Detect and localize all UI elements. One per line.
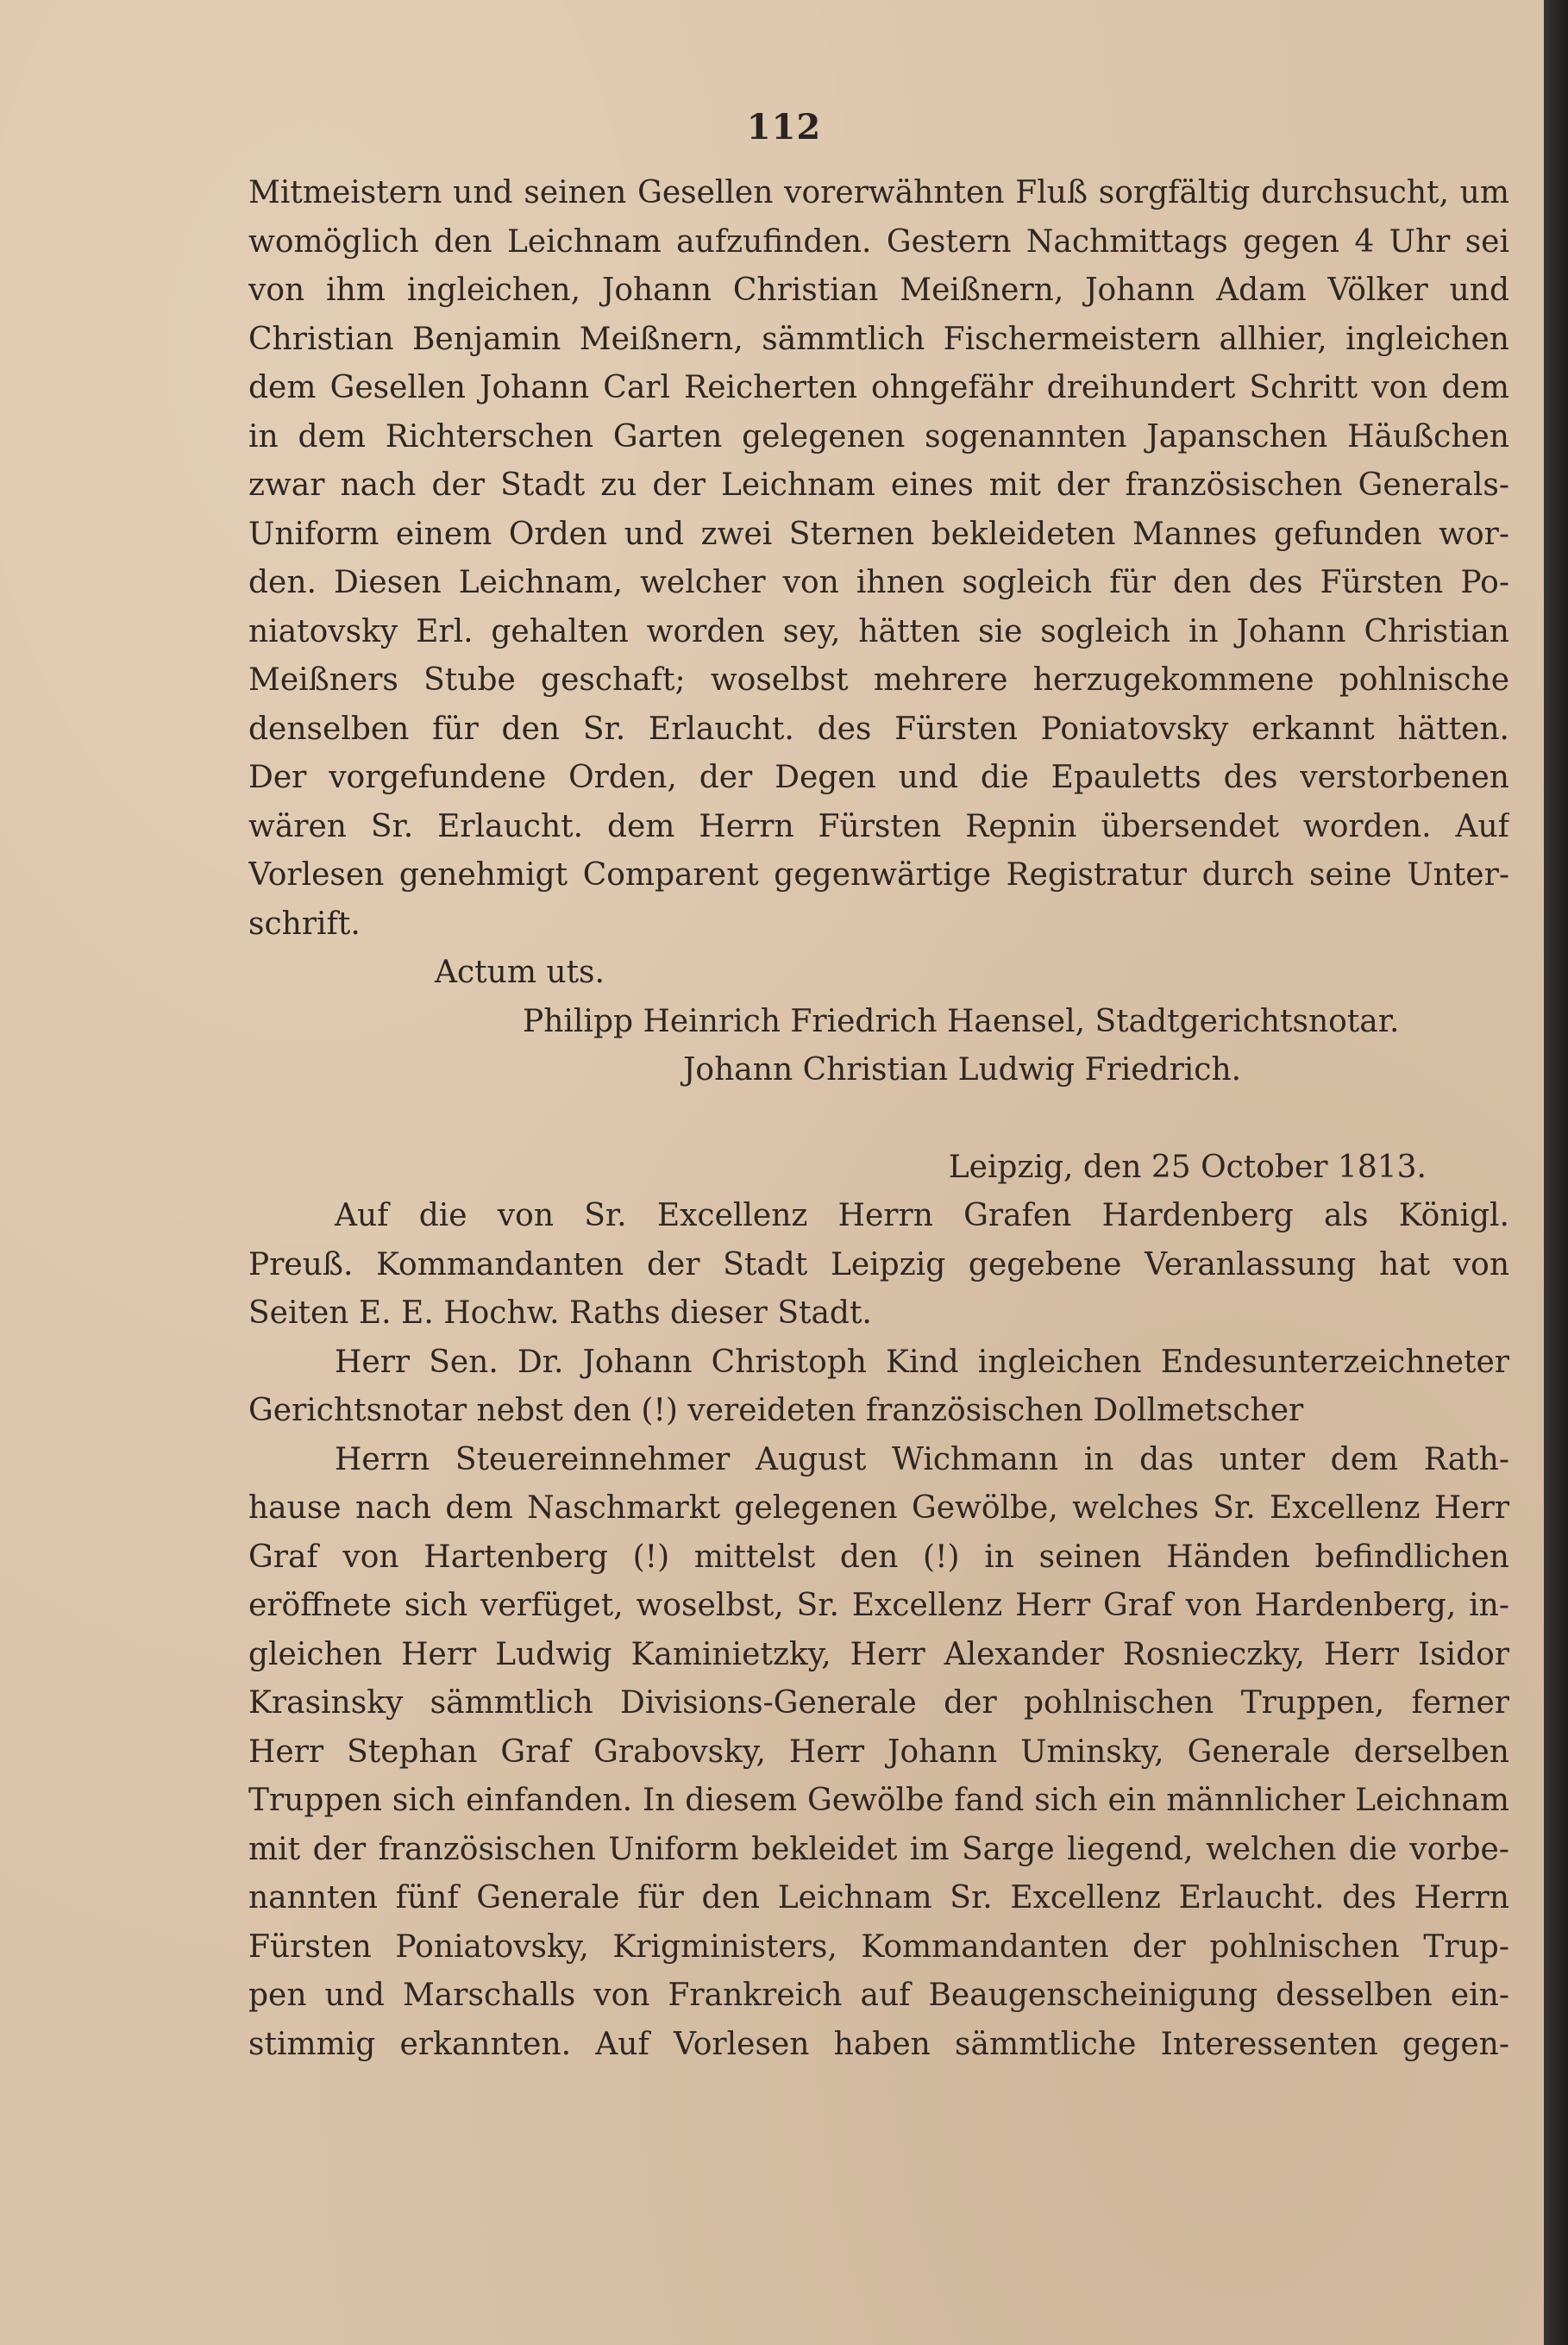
signature-line: Philipp Heinrich Friedrich Haensel, Stadtgerichtsnotar.	[523, 1003, 1400, 1039]
text-line: niatovsky Erl. gehalten worden sey, hätten sie sogleich in Johann Christian	[248, 613, 1509, 649]
text-line: wären Sr. Erlaucht. dem Herrn Fürsten Repnin übersendet worden. Auf	[248, 808, 1509, 844]
text-line: eröffnete sich verfüget, woselbst, Sr. Excellenz Herr Graf von Hardenberg, in-	[248, 1588, 1509, 1623]
text-line: von ihm ingleichen, Johann Christian Meißnern, Johann Adam Völker und	[248, 273, 1509, 308]
text-line: Herr Sen. Dr. Johann Christoph Kind ingleichen Endesunterzeichneter	[335, 1344, 1509, 1380]
text-line: schrift.	[248, 906, 361, 942]
text-line: stimmig erkannten. Auf Vorlesen haben sämmtliche Interessenten gegen-	[248, 2026, 1509, 2062]
text-line: gleichen Herr Ludwig Kaminietzky, Herr Alexander Rosnieczky, Herr Isidor	[248, 1636, 1509, 1672]
page-body	[248, 169, 1509, 2069]
text-line: Herrn Steuereinnehmer August Wichmann in das unter dem Rath-	[335, 1441, 1509, 1477]
text-line: Preuß. Kommandanten der Stadt Leipzig gegebene Veranlassung hat von	[248, 1246, 1509, 1282]
text-line: Auf die von Sr. Excellenz Herrn Grafen Hardenberg als Königl.	[335, 1198, 1509, 1233]
text-line: pen und Marschalls von Frankreich auf Beaugenscheinigung desselben ein-	[248, 1978, 1509, 2013]
spacer	[248, 1095, 1509, 1144]
text-line: in dem Richterschen Garten gelegenen sogenannten Japanschen Häußchen	[248, 418, 1509, 455]
text-line: Seiten E. E. Hochw. Raths dieser Stadt.	[248, 1295, 872, 1331]
signature-line: Johann Christian Ludwig Friedrich.	[683, 1052, 1242, 1088]
text-line: hause nach dem Naschmarkt gelegenen Gewölbe, welches Sr. Excellenz Herr	[248, 1490, 1509, 1526]
text-line: Gerichtsnotar nebst den (!) vereideten französischen Dollmetscher	[248, 1393, 1304, 1428]
date-line: Leipzig, den 25 October 1813.	[948, 1149, 1427, 1185]
actum-line: Actum uts.	[435, 955, 605, 990]
text-line: Meißners Stube geschaft; woselbst mehrere herzugekommene pohlnische	[248, 662, 1509, 698]
text-line: Krasinsky sämmtlich Divisions-Generale der pohlnischen Truppen, ferner	[248, 1685, 1509, 1721]
text-line: Uniform einem Orden und zwei Sternen bekleideten Mannes gefunden wor-	[248, 516, 1509, 552]
text-line: den. Diesen Leichnam, welcher von ihnen sogleich für den des Fürsten Po-	[248, 565, 1509, 600]
text-line: Graf von Hartenberg (!) mittelst den (!) in seinen Händen befindlichen	[248, 1539, 1509, 1575]
text-line: womöglich den Leichnam aufzufinden. Gestern Nachmittags gegen 4 Uhr sei	[248, 223, 1509, 260]
text-line: nannten fünf Generale für den Leichnam Sr. Excellenz Erlaucht. des Herrn	[248, 1880, 1509, 1916]
text-line: dem Gesellen Johann Carl Reicherten ohngefähr dreihundert Schritt von dem	[248, 370, 1509, 405]
text-line: Herr Stephan Graf Grabovsky, Herr Johann Uminsky, Generale derselben	[248, 1734, 1509, 1770]
text-line: Christian Benjamin Meißnern, sämmtlich Fischermeistern allhier, ingleichen	[248, 321, 1509, 357]
text-line: Fürsten Poniatovsky, Krigministers, Kommandanten der pohlnischen Trup-	[248, 1928, 1509, 1965]
text-line: mit der französischen Uniform bekleidet im Sarge liegend, welchen die vorbe-	[248, 1831, 1509, 1867]
text-line: denselben für den Sr. Erlaucht. des Fürsten Poniatovsky erkannt hätten.	[248, 711, 1509, 747]
text-line: Vorlesen genehmigt Comparent gegenwärtige Registratur durch seine Unter-	[248, 857, 1509, 893]
book-edge	[1544, 0, 1568, 2345]
text-line: Der vorgefundene Orden, der Degen und die Epauletts des verstorbenen	[248, 760, 1509, 795]
text-line: Truppen sich einfanden. In diesem Gewölbe fand sich ein männlicher Leichnam	[248, 1783, 1509, 1818]
page-number: 112	[746, 107, 822, 147]
text-line: Mitmeistern und seinen Gesellen vorerwähnten Fluß sorgfältig durchsucht, um	[248, 175, 1509, 210]
text-line: zwar nach der Stadt zu der Leichnam eines mit der französischen Generals-	[248, 467, 1509, 503]
